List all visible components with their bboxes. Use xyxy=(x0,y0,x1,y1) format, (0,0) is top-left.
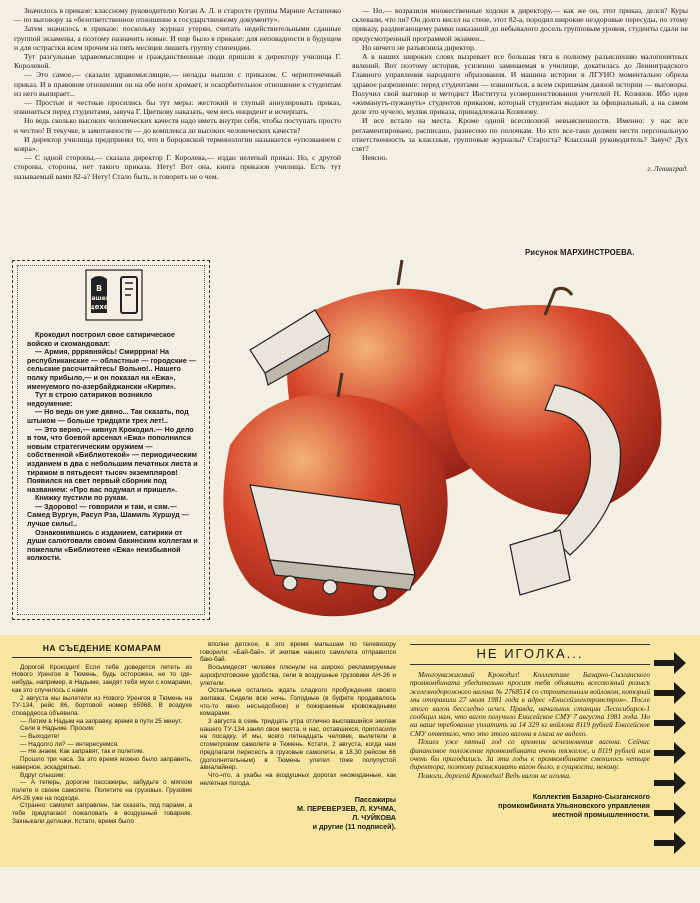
arrow-icon xyxy=(654,652,686,674)
paragraph: — Но,— возразили множественные ходоки к директору,— как же он, этот приказ, делся? Куры склевали, что ли? Он долго висел на стене, этот 82-а, породил широкие нездоровые пересуды, по этому приказу, раздвигающему рамки наказаний до небывалого досель групповым уровня, студенты сдали не предусмотренный программой экзамен... xyxy=(352,6,688,43)
paragraph: Затем значилось в приказе: поскольку журнал утерян, считать недействительными сданные группой экзамены, а поэтому назначить новые. И еще было в приказе: для неповадности в будущем и для острастки всем прочим на пять месяцев лишить группу стипендии. xyxy=(14,24,341,52)
letter-title: НА СЪЕДЕНИЕ КОМАРАМ xyxy=(12,645,192,658)
signature-line: Л. ЧУЙКОВА xyxy=(352,813,396,823)
logo-letter: В xyxy=(95,284,103,293)
paragraph: Многоуважаемый Крокодил! Коллективе Базарно-Сызганского промкомбината убедительно просит тебя объявить всесоюзный розыск железнодорожного вагона № 2768514 со строительным войлоком, который мы отправили 27 июля 1981 года в адрес «Енисейэлектромстрон». После этого вагон бесследно исчез. Правда, начальник станции Лесосибирск-1 сообщил нам, что вагон получило Енисейское СМУ 7 августа 1981 года. Но на наше требование уплатить за 14 329 кг войлока 8119 рублей Енисейское СМУ ответило, что это этого вагона в глаза не видело. xyxy=(410,670,650,738)
signature-line: М. ПЕРЕВЕРЗЕВ, Л. КУЧМА, xyxy=(297,804,396,814)
signature-line: Пассажиры xyxy=(354,795,396,805)
paragraph: — Это самое,— сказали здравомыслящие,— нелады вышли с приказом. С черноточечный приказ. И в правовом отношении он на обе ноги хромает, и оскорбительное отношение к студентам из него выпирает... xyxy=(14,70,341,98)
paragraph: Странно: самолет заправлен, так сказать, под парами, а тебе предлагают пожаловать в воздушный товарняк. Захныкали детишки. Кстати, время было xyxy=(12,802,192,825)
logo-word: нашем xyxy=(87,295,111,302)
paragraph: Что-что, а ухабы на воздушных дорогах неожиданные, как нелетная погода. xyxy=(200,771,396,787)
paragraph: — А теперь, дорогие пассажиры, забудьте о мягком полете и своем самолете. Полетите на грузовых. Грузовик АН-26 уже на подходе. xyxy=(12,779,192,802)
article-right-column xyxy=(352,6,688,175)
signature-line: промкомбината Ульяновского управления xyxy=(498,801,650,811)
paragraph: Ознакомившись с изданием, сатирики от души салютовали своим бакинским коллегам и пожелали «Библиотеке «Ежа» неизбывной колкости. xyxy=(27,527,198,563)
paragraph: — Выходите! xyxy=(20,733,60,741)
letter-mosquitoes xyxy=(12,641,192,825)
rubric-logo xyxy=(85,269,143,321)
letter-title: НЕ ИГОЛКА... xyxy=(410,644,650,665)
apples-illustration xyxy=(210,255,688,635)
paragraph: Значилось в приказе: классному руководителю Коган А. Л. и старосте группы Марине Астапенко — по выговору за «безответственное отношение к государственному документу». xyxy=(14,6,341,25)
article-signature: г. Ленинград. xyxy=(647,165,688,174)
arrow-icon xyxy=(654,832,686,854)
paragraph: 3 августа в семь тридцать утра отлично выспавшийся экипаж нашего ТУ-134 занял свои места, и нас, оставшихся, пригласили на посадку. И мы, всего пятнадцать человек, вылетели в стометровом самолете в Тюмень. Кстати, 2 августа, когда нам предлагали пересесть в грузовые самолеты, в 18.30 рейсом 66 (дополнительным) в Тюмень улетел тоже полупустой авиалайнер. xyxy=(200,718,396,772)
paragraph: Тут в строю сатириков возникло недоумение: xyxy=(27,390,153,408)
paragraph: Сели в Надыме. Просим: xyxy=(20,725,95,733)
paragraph: Крокодил построил свое сатирическое войско и скомандовал: xyxy=(27,330,175,348)
arrow-icon xyxy=(654,802,686,824)
paragraph: Тут разгульные здравомыслящие и гражданственные люди пришли к директору училища Г. Королевой. xyxy=(14,52,341,71)
paragraph: вполне детское, в это время малышам по телевизору говорили: «Бай-бай». И экипаж нашего самолета отправился баю-бай. xyxy=(200,641,396,664)
paragraph: Восьмидесят человек плюнули на широко рекламируемые аэрофлотовские удобства, сели в воздушные грузовики АН-26 и улетели. xyxy=(200,664,396,687)
paragraph: — Простые и честные просились бы тут меры: жестокий и глупый аннулировать приказ, извиниться перед студентами, завуча Г. Цветкову наказать, чем весь инцидент и исчерпать. xyxy=(14,98,341,117)
paragraph: Прошло три часа. За это время можно было заправить, наверное, эскадрилью. xyxy=(12,756,192,771)
paragraph: Помоги, дорогой Крокодил! Ведь вагон не иголка. xyxy=(418,770,571,780)
paragraph: Вдруг слышим: xyxy=(20,771,66,779)
drawing-credit: Рисунок МАРХИНСТРОЕВА. xyxy=(525,248,635,257)
paragraph: И все встало на места. Кроме одной всесоюзной невыясненности. Именно: у нас все регламентировано, расписано, разнесено по полочкам. Но кто все-таки должен нести персональную ответственность за классные, групповые журналы? Староста? Классный руководитель? Завуч? Дух сзят? xyxy=(352,116,688,154)
logo-word: цехе xyxy=(89,303,109,311)
page-number: 7 xyxy=(674,835,680,846)
paragraph: — Летим в Надым на заправку, время в пути 25 минут. xyxy=(20,717,183,725)
paragraph: — Но ведь он уже давно... Так сказать, под штыком — больше тридцати трех лет!.. xyxy=(27,407,189,425)
signature-line: и другие (11 подписей). xyxy=(312,822,396,832)
arrow-icon xyxy=(654,772,686,794)
arrow-icon xyxy=(654,682,686,704)
letter-mosquitoes-continued xyxy=(200,641,396,831)
signature-line: Коллектив Базарно-Сызганского xyxy=(532,792,650,802)
paragraph: И директор училища предпринял то, что в борцовской терминологии называется «упозванием с ковра». xyxy=(14,134,341,154)
paragraph: — Здорово! — говорили и там, и сям.— Самед Вургун, Расул Рза, Шамиль Хуршуд — лучше силы!.. xyxy=(27,501,189,529)
letter-not-a-needle xyxy=(410,641,650,819)
paragraph: — С одной стороны,— сказала директор Г. Королева,— издан нелепый приказ. Но, с другой стороны, стороны, нет такого приказа. Нету! Вот она, книга приказов училища. Есть тут называемый вами 82-а? Нету! Стало быть, и говорить не о чем. xyxy=(14,153,341,181)
paragraph: А в наших широких слоях вызревает все большая тяга к полному разъяснению малопонятных явлений. Вот поэтому история, усиленно заминаемая в училище, докатилась до Ленинградского Главного управления народного образования. И машина истории в ЛГУНО моментально обрела здравое разрешение: перед студентами — извиниться, а всем скрипачам данной истории — выговоры. Получил свой выговор и методист Института усовершенствования учителей Н. Козинов. Ибо идея «жиманутъ-пужануть» студентов приказом, который студентам выдают за официальный, а на самом деле это чучело, муляж приказа, принадлежала Козинову. xyxy=(352,52,688,117)
paragraph: Но ничего не разъяснила директор. xyxy=(362,42,476,52)
paragraph: Пошел уже пятый год со времени исчезновения вагона. Сейчас финансовое положение промкомбината очень тяжелое, и 8119 рублей нам очень бы пригодились. За эти годы к промкомбинате сменилось четыре директора, поэтому разыскивать вагон было, в сущности, некому. xyxy=(410,737,650,772)
article-left-column xyxy=(14,6,341,181)
letter-signature xyxy=(410,792,650,819)
paragraph: — Это верно,— кивнул Крокодил.— Но дело в том, что боевой арсенал «Ежа» пополнился новым стратегическим оружием — собственной «Библиотекой» — периодическим изданием в два с небольшим печатных листа и тиражом в пятьдесят тысяч экземпляров! Появился на свет первый сборник под названием: «Про вас подумал и пришел». xyxy=(27,424,198,494)
paragraph: — Не знаем. Как заправят, так и полетим. xyxy=(20,748,145,756)
signature-line: местной промышленности. xyxy=(552,810,650,820)
box-text xyxy=(27,331,199,563)
paragraph: Но ведь сколько высоких человеческих качеств надо иметь внутри себя, чтобы поступать просто и честно! В текучке, в замотанности — до комплекса ли высоких человеческих качеств? xyxy=(14,116,341,135)
paragraph: Дорогой Крокодил! Если тебе доведется лететь из Нового Уренгоя в Тюмень, будь осторожен, не то где-нибудь, например, в Надыме, заедят тебя мухи с комарами, как это случилось с нами. xyxy=(12,663,192,694)
letter-signature xyxy=(200,795,396,831)
sidebar-box xyxy=(12,260,210,620)
arrow-icons-column xyxy=(652,648,688,860)
arrow-icon xyxy=(654,712,686,734)
paragraph: Неясно. xyxy=(362,153,388,163)
paragraph: — Надолго ли? — интересуемся. xyxy=(20,740,119,748)
paragraph: Остальные остались ждать сладкого пробуждения своего экипажа. Сидели всю ночь. Голодные (в буфете продавалось что-то явно несъедобное) и пожираемые кровожадными комарами. xyxy=(200,687,396,718)
paragraph: — Армия, рррявняйсь! Смирррна! На республиканские — областные — городские — сельские рассчитайтесь! Вольно!.. Нашего полку прибыло,— и он показал на «Ежа», именуемого по-азербайджански «Кирпи». xyxy=(27,347,197,391)
paragraph: 2 августа мы вылетели из Нового Уренгоя в Тюмень на ТУ-134, рейс 86, бортовой номер 65968. В воздухе стюардесса объявила: xyxy=(12,694,192,717)
paragraph: Книжку пустили по рукам. xyxy=(35,493,128,503)
arrow-icon xyxy=(654,742,686,764)
